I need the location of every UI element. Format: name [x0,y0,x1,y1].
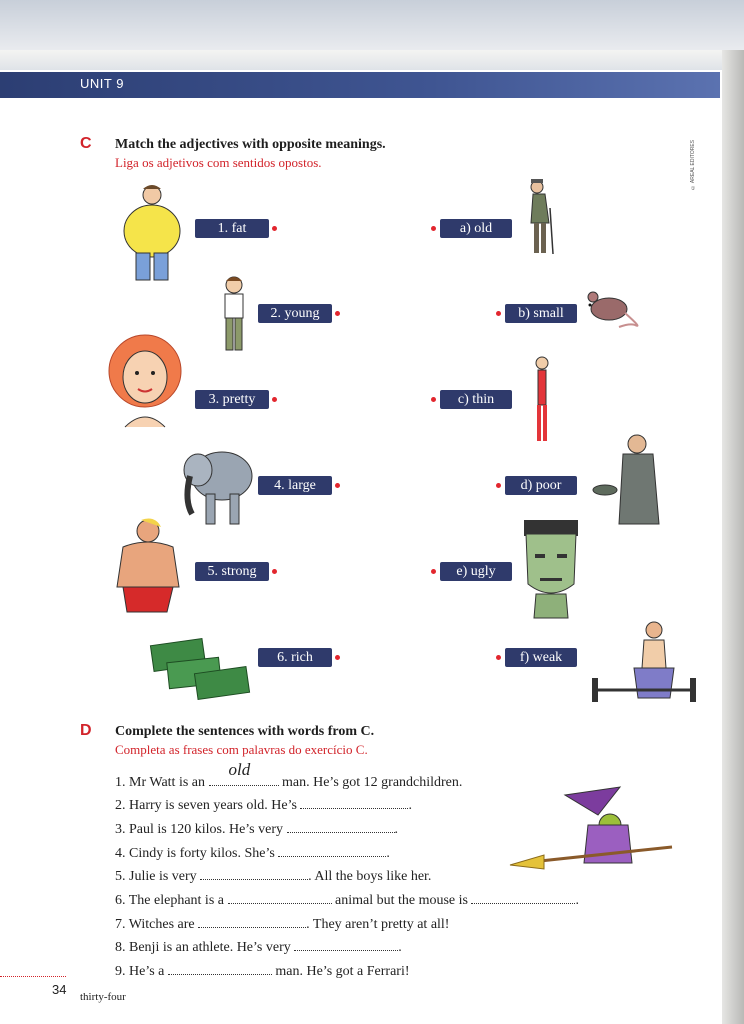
sentence-4-blank[interactable] [278,844,386,857]
sentence-2 [115,796,412,814]
sentence-2-blank[interactable] [300,796,408,809]
sentence-5-end: . All the boys like her. [308,869,432,884]
adjective-old[interactable]: a) old [440,219,512,238]
page-number-word: thirty-four [80,991,126,1003]
section-c-title: Match the adjectives with opposite meanings. [115,137,386,152]
sentence-8-start: 8. Benji is an athlete. He’s very [115,940,291,955]
binding-shadow [722,50,744,1024]
thin-woman-illustration [528,355,558,445]
sentence-4-end: . [386,846,390,861]
sentence-3-start: 3. Paul is 120 kilos. He’s very [115,822,283,837]
old-man-illustration [525,178,560,258]
sentence-6-blank-2[interactable] [471,891,575,904]
sentence-1 [115,760,463,791]
adjective-fat[interactable]: 1. fat [195,219,269,238]
page-fold [0,50,744,70]
sentence-7-start: 7. Witches are [115,917,195,932]
adjective-poor[interactable]: d) poor [505,476,577,495]
sentence-4 [115,844,390,862]
sentence-8-end: . [398,940,402,955]
fat-man-illustration [120,183,190,281]
adjective-ugly[interactable]: e) ugly [440,562,512,581]
match-dot-e[interactable] [431,569,436,574]
match-dot-d[interactable] [496,483,501,488]
section-d-title: Complete the sentences with words from C. [115,724,375,739]
adjective-young[interactable]: 2. young [258,304,332,323]
sentence-3-end: . [394,822,398,837]
weak-man-weightlifting-illustration [588,612,700,710]
book-top-edge [0,0,744,50]
sentence-1-end: man. He’s got 12 grandchildren. [282,775,463,790]
mouse-illustration [585,285,645,335]
adjective-rich[interactable]: 6. rich [258,648,332,667]
section-c-subtitle: Liga os adjetivos com sentidos opostos. [115,155,322,170]
match-dot-c[interactable] [431,397,436,402]
elephant-illustration [180,440,255,528]
match-dot-a[interactable] [431,226,436,231]
adjective-weak[interactable]: f) weak [505,648,577,667]
match-dot-6[interactable] [335,655,340,660]
section-d-letter: D [80,722,92,739]
ugly-monster-illustration [520,520,582,620]
sentence-5 [115,867,431,885]
sentence-6-middle: animal but the mouse is [335,893,468,908]
sentence-3-blank[interactable] [287,820,395,833]
page-number: 34 [52,982,67,997]
sentence-9-start: 9. He’s a [115,964,165,979]
sentence-7-end: . They aren’t pretty at all! [306,917,450,932]
sentence-9 [115,962,410,980]
sentence-1-start: 1. Mr Watt is an [115,775,205,790]
sentence-5-blank[interactable] [200,867,308,880]
match-dot-3[interactable] [272,397,277,402]
strong-man-illustration [105,517,190,614]
sentence-8-blank[interactable] [294,938,398,951]
poor-man-illustration [595,432,665,527]
match-dot-b[interactable] [496,311,501,316]
match-dot-2[interactable] [335,311,340,316]
witch-on-broom-illustration [510,785,675,880]
footer-rule [0,976,66,977]
sentence-4-start: 4. Cindy is forty kilos. She’s [115,846,275,861]
sentence-3 [115,820,398,838]
match-dot-f[interactable] [496,655,501,660]
match-dot-1[interactable] [272,226,277,231]
sentence-9-end: man. He’s got a Ferrari! [275,964,410,979]
sentence-9-blank[interactable] [168,962,272,975]
section-c-letter: C [80,135,92,152]
adjective-large[interactable]: 4. large [258,476,332,495]
sentence-1-blank[interactable] [209,760,279,786]
adjective-small[interactable]: b) small [505,304,577,323]
sentence-7-blank[interactable] [198,915,306,928]
adjective-thin[interactable]: c) thin [440,390,512,409]
sentence-2-start: 2. Harry is seven years old. He’s [115,798,297,813]
sentence-5-start: 5. Julie is very [115,869,197,884]
sentence-7 [115,915,449,933]
adjective-pretty[interactable]: 3. pretty [195,390,269,409]
adjective-strong[interactable]: 5. strong [195,562,269,581]
boy-illustration [217,275,251,353]
pretty-girl-illustration [105,333,185,428]
publisher-credit: © AREAL EDITORES [690,140,696,191]
section-d-subtitle: Completa as frases com palavras do exercício C. [115,742,368,757]
sentence-1-answer: old [228,760,251,779]
sentence-2-end: . [408,798,412,813]
sentence-6-end: . [575,893,579,908]
sentence-8 [115,938,402,956]
match-dot-5[interactable] [272,569,277,574]
sentence-6-blank-1[interactable] [228,891,332,904]
money-stacks-illustration [150,632,250,707]
match-dot-4[interactable] [335,483,340,488]
unit-label: UNIT 9 [80,76,124,91]
sentence-6 [115,891,579,909]
sentence-6-start: 6. The elephant is a [115,893,224,908]
